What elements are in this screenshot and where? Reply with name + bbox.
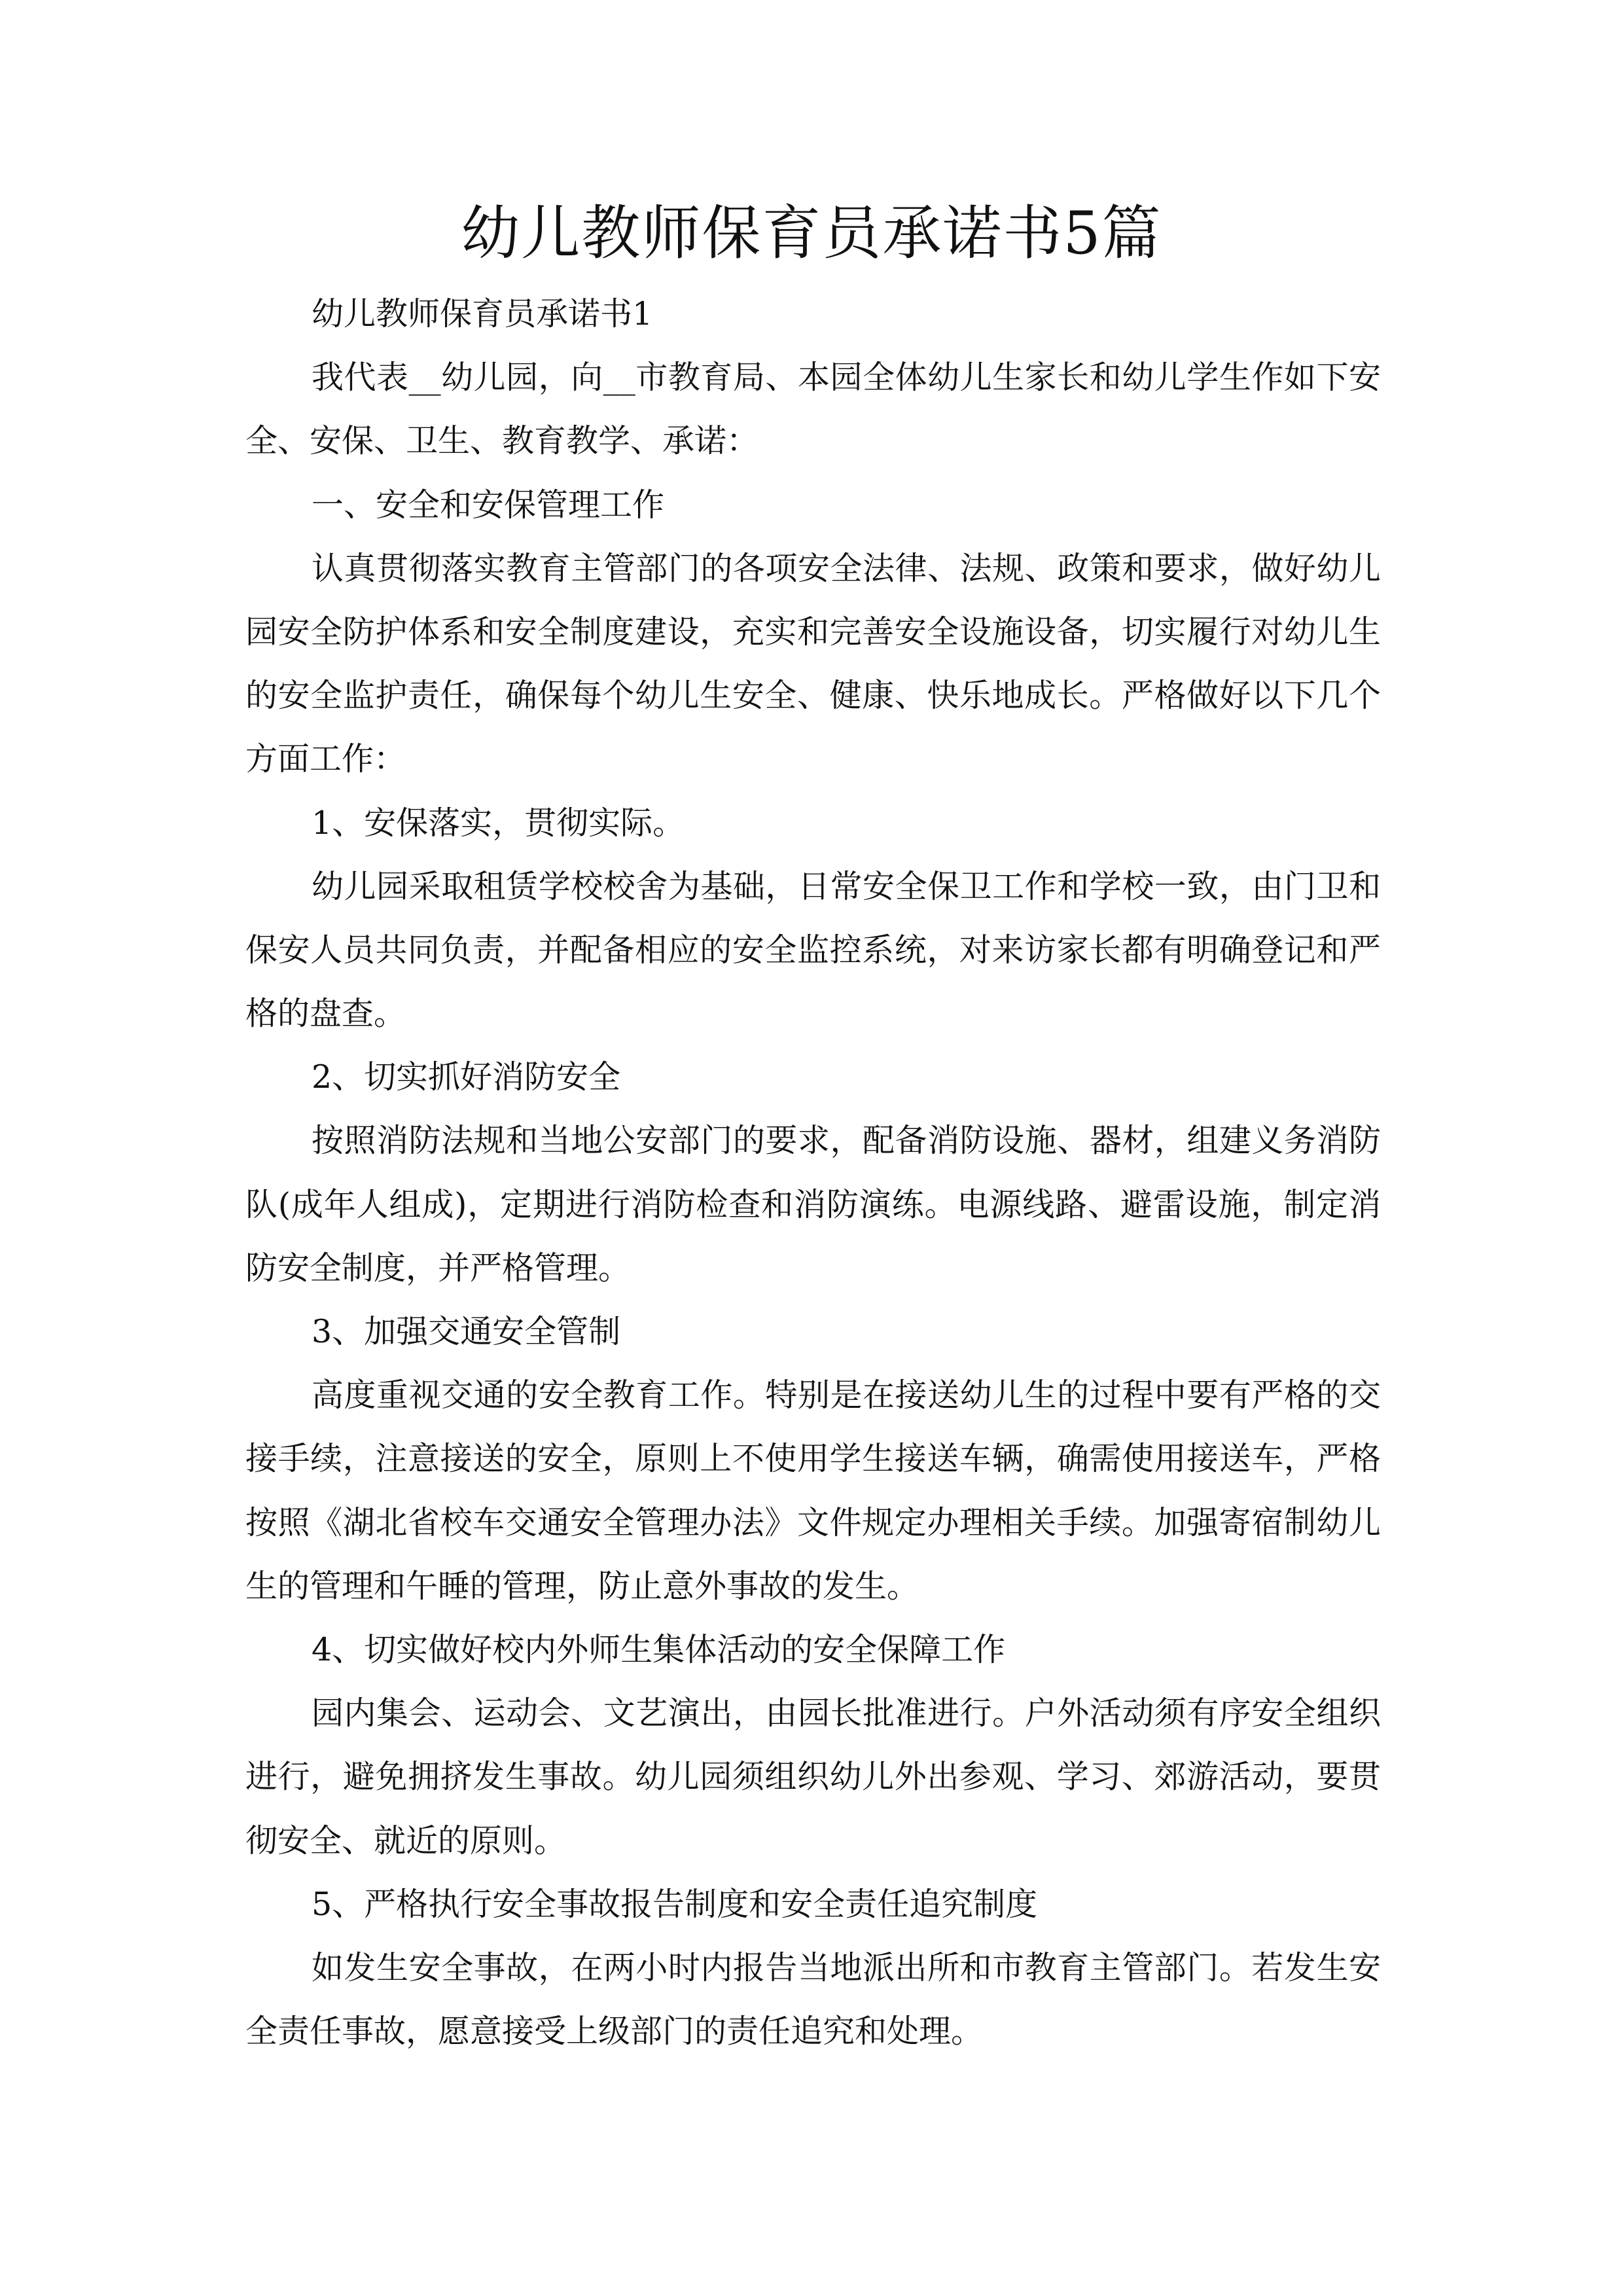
text-line: 1、安保落实，贯彻实际。 xyxy=(312,804,685,842)
text-line: 园内集会、运动会、文艺演出，由园长批准进行。户外活动须有序安全组织 xyxy=(312,1695,1381,1732)
text-line: 保安人员共同负责，并配备相应的安全监控系统，对来访家长都有明确登记和严 xyxy=(245,931,1381,969)
text-line: 幼儿园采取租赁学校校舍为基础，日常安全保卫工作和学校一致，由门卫和 xyxy=(312,867,1381,905)
text-line: 2、切实抓好消防安全 xyxy=(312,1058,621,1096)
text-line: 4、切实做好校内外师生集体活动的安全保障工作 xyxy=(312,1630,1006,1668)
text-line: 高度重视交通的安全教育工作。特别是在接送幼儿生的过程中要有严格的交 xyxy=(312,1376,1381,1414)
document-title: 幼儿教师保育员承诺书5篇 xyxy=(461,199,1162,268)
text-line: 防安全制度，并严格管理。 xyxy=(245,1249,631,1287)
text-line: 3、加强交通安全管制 xyxy=(312,1313,621,1350)
text-line: 彻安全、就近的原则。 xyxy=(245,1821,567,1859)
text-line: 进行，避免拥挤发生事故。幼儿园须组织幼儿外出参观、学习、郊游活动，要贯 xyxy=(245,1758,1381,1796)
text-line: 队(成年人组成)，定期进行消防检查和消防演练。电源线路、避雷设施，制定消 xyxy=(245,1185,1381,1223)
text-line: 生的管理和午睡的管理，防止意外事故的发生。 xyxy=(245,1567,919,1605)
text-line: 幼儿教师保育员承诺书1 xyxy=(312,295,653,332)
text-line: 如发生安全事故，在两小时内报告当地派出所和市教育主管部门。若发生安 xyxy=(312,1948,1381,1986)
text-line: 接手续，注意接送的安全，原则上不使用学生接送车辆，确需使用接送车，严格 xyxy=(245,1440,1381,1478)
text-line: 全、安保、卫生、教育教学、承诺： xyxy=(245,422,759,460)
text-line: 按照《湖北省校车交通安全管理办法》文件规定办理相关手续。加强寄宿制幼儿 xyxy=(245,1503,1381,1541)
text-line: 5、严格执行安全事故报告制度和安全责任追究制度 xyxy=(312,1885,1038,1923)
text-line: 认真贯彻落实教育主管部门的各项安全法律、法规、政策和要求，做好幼儿 xyxy=(312,549,1381,587)
text-line: 我代表__幼儿园，向__市教育局、本园全体幼儿生家长和幼儿学生作如下安 xyxy=(312,359,1381,397)
document-body xyxy=(245,282,1381,2063)
text-line: 方面工作： xyxy=(245,740,406,778)
text-line: 按照消防法规和当地公安部门的要求，配备消防设施、器材，组建义务消防 xyxy=(312,1122,1381,1160)
text-line: 园安全防护体系和安全制度建设，充实和完善安全设施设备，切实履行对幼儿生 xyxy=(245,613,1381,651)
text-line: 全责任事故，愿意接受上级部门的责任追究和处理。 xyxy=(245,2013,984,2051)
text-line: 一、安全和安保管理工作 xyxy=(312,486,665,524)
text-line: 格的盘查。 xyxy=(245,995,406,1033)
text-line: 的安全监护责任，确保每个幼儿生安全、健康、快乐地成长。严格做好以下几个 xyxy=(245,677,1381,715)
